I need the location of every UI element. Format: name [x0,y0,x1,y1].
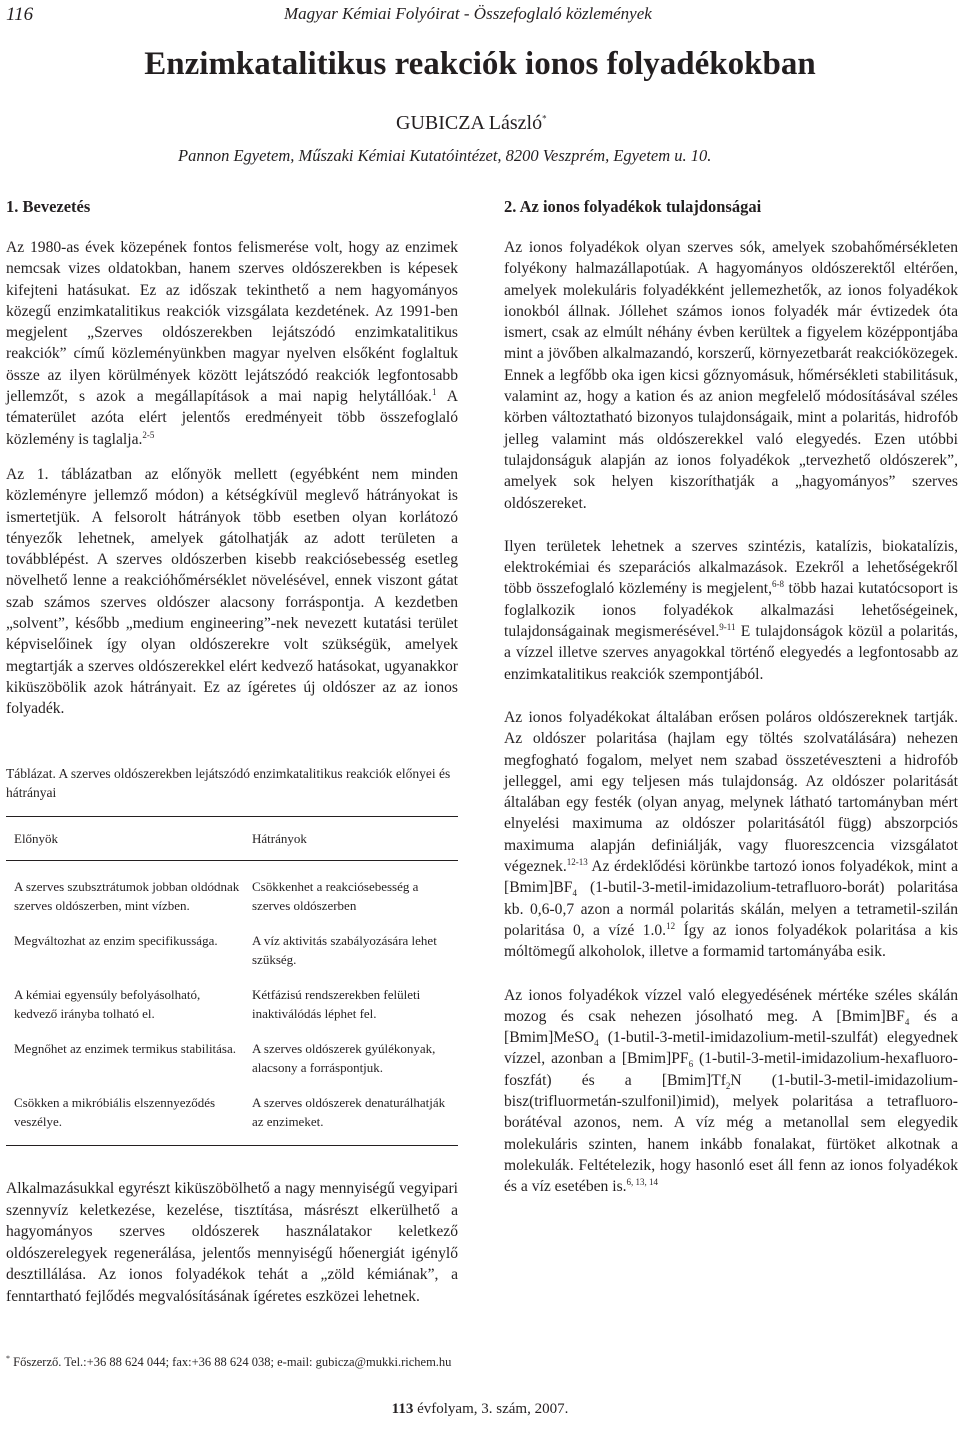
reference: 9-11 [719,621,736,632]
intro-paragraph-2: Az 1. táblázatban az előnyök mellett (egyébként nem minden közleményre jellemző módon) a kétségkívül meglevő hátrányokat is ismertetjük. A felsorolt hátrányok több esetben olyan korlátozó tényezők lehetnek, amelyek gátolhatják az adott területen a továbblépést. A szerves oldószerben kisebb reakciósebesség esetleg növelhető lenne a reakcióhőmérséklet növelésével, ennek viszont gátat szab számos szerves oldószer alacsony forráspontja. A kezdetben „solvent”, később „medium engineering”-nek nevezett kutatási terület képviselőinek így olyan oldószerekre volt szükségük, amelyek megtartják a szerves oldószerekkel elért kedvező hatásokat, ugyanakkor kiküszöbölik azok hátrányait. Ez az ígéretes új oldószer az az ionos folyadék. [6,465,458,718]
table-row [6,1023,458,1077]
left-column [6,237,458,734]
section-title-intro: 1. Bevezetés [6,197,91,216]
reference: 2-5 [142,429,155,440]
table-cell: A víz aktivitás szabályozására lehet szükség. [252,933,437,967]
author [396,112,547,135]
table-row [6,1077,458,1146]
table-caption: Táblázat. A szerves oldószerekben lejátszódó enzimkatalitikus reakciók előnyei és hátrányai [6,766,451,800]
footnote-mark: * [6,1354,10,1363]
footnote: * Főszerző. Tel.:+36 88 624 044; fax:+36 88 624 038; e-mail: gubicza@mukki.richem.hu [6,1354,452,1370]
ionic-paragraph-2: Ilyen területek lehetnek a szerves szintézis, katalízis, biokatalízis, elektrokémiai és szeparációs alkalmazások. Ezekről a lehetőségekről több összefoglaló közlemény is megjelent,$^{6-8}$ több hazai kutatócsoport is foglalkozik ionos folyadékok alkalmazási lehetőségeinek, tulajdonságainak megismerésével.$^{9-11}$ E tulajdonságok közül a polaritás, a vízzel illetve szerves anyagokkal történő elegyedés a legfontosabb az enzimkatalitikus reakciók szempontjából. [504,537,958,683]
page-footer: 113 évfolyam, 3. szám, 2007. [391,1401,569,1417]
table-cell: Megváltozhat az enzim specifikussága. [14,933,218,948]
table-row [6,915,458,969]
table-header: Előnyök [6,817,244,861]
intro-paragraph-3: Alkalmazásukkal egyrészt kiküszöbölhető a nagy mennyiségű vegyipari szennyvíz keletkezése, kezelése, tisztítása, másrészt elkerülhető a hagyományos szerves oldószerek használatakor keletkező oldószerelegyek regenerálása, jelentős mennyiségű hőenergiát igénylő desztillálása. Az ionos folyadékok tehát a „zöld kémiának”, a fenntartható fejlődés megvalósításának ígéretes eszközei lehetnek. [6,1180,458,1305]
reference: 12-13 [566,856,588,867]
reference: 12 [666,920,676,931]
table-cell: A szerves szubsztrátumok jobban oldódnak szerves oldószerben, mint vízben. [14,879,240,913]
table-cell: Csökkenhet a reakciósebesség a szerves oldószerben [252,879,419,913]
journal-name: Magyar Kémiai Folyóirat - Összefoglaló közlemények [284,4,652,23]
reference: 6-8 [771,579,784,590]
author-mark: * [542,113,547,124]
ionic-paragraph-4: Az ionos folyadékok vízzel való elegyedésének mértéke széles skálán mozog és csak nehezen jósolható meg. A $[Bmim]BF_4$ és a [Bmim]MeSO$_4$ (1-butil-3-metil-imidazolium-metil-szulfát) elegyednek vízzel, azonban a $[Bmim]PF_6$ (1-butil-3-metil-imidazolium-hexafluoro-foszfát) és a $[Bmim]Tf_2N$ (1-butil-3-metil-imidazolium-bisz(trifluormetán-szulfonil)imid), melyek polaritása a tetrafluoro-borátéval azonos, nem. A víz még a metanollal sem elegyedik molekuláris szinten, hanem inkább fonalakat, fürtöket alkotnak a molekulák. Feltételezik, hogy hasonló eset áll fenn az ionos folyadékok és a víz esetében is.$^{6, 13, 14}$ [504,986,958,1196]
author-name: GUBICZA László [396,112,543,134]
table-row [6,861,458,916]
article-title: Enzimkatalitikus reakciók ionos folyadékokban [144,46,816,82]
advantages-table [6,816,458,1146]
page-number: 116 [6,4,34,25]
volume-number: 113 [391,1401,414,1417]
reference: 6, 13, 14 [626,1176,659,1187]
table-cell: A szerves oldószerek denaturálhatják az enzimeket. [244,1077,458,1146]
right-column [504,237,958,1211]
section-title-ionic: 2. Az ionos folyadékok tulajdonságai [504,197,762,216]
table-cell: Megnőhet az enzimek termikus stabilitása. [14,1041,237,1056]
reference: 1 [431,386,437,397]
table-header-row [6,817,458,861]
ionic-paragraph-1: Az ionos folyadékok olyan szerves sók, amelyek szobahőmérsékleten folyékony halmazállapotúak. A hagyományos oldószerektől eltérően, amelyek molekuláris folyadékként jellemezhetők, az ionos folyadékok ionokból állnak. Jóllehet számos ionos folyadék már évtizedek óta ismert, csak az elmúlt néhány évben kerültek a figyelem középpontjába mint a jövőben alkalmazandó, korszerű, környezetbarát reakcióközegek. Ennek a legfőbb oka igen kicsi gőznyomásuk, hőmérsékleti stabilitásuk, valamint az, hogy a kation és az anion megfelelő módosításával széles körben változtatható bizonyos tulajdonságaik, mint a polaritás, hidrofób jelleg valamint más oldószerekkel való elegyedés. Ezen utóbbi tulajdonságuk alapján az ionos folyadékok „tervezhető oldószerek”, amelyek sok helyen kiszoríthatják a „hagyományos” szerves oldószereket. [504,239,958,512]
intro-paragraph-1: Az 1980-as évek közepének fontos felismerése volt, hogy az enzimek nemcsak vizes oldatokban, hanem szerves oldószerekben is képesek kifejteni hatásukat. Ez az időszak tekinthető a nem hagyományos közegű enzimkatalitikus reakciók vizsgálata kezdetének. Az 1991-ben megjelent „Szerves oldószerekben lejátszódó enzimkatalitikus reakciók” című közleményünkben magyar nyelven elsőként foglaltuk össze az ilyen körülmények között lejátszódó reakciók legfontosabb jellemzőt, s azok a megállapítások a mai napig helytállóak.$^1$ A tématerület azóta elért jelentős eredményeit több összefoglaló közlemény is taglalja.$^{2-5}$ [6,239,458,448]
table-cell: A szerves oldószerek gyúlékonyak, alacsony a forráspontjuk. [252,1041,436,1075]
table-cell: Kétfázisú rendszerekben felületi inaktiválódás léphet fel. [252,987,421,1021]
ionic-paragraph-3: Az ionos folyadékokat általában erősen poláros oldószereknek tartják. Az oldószer polaritása (hajlam egy töltés szolvatálására) nehezen megfogható fogalom, melyet nem szabad összetéveszteni a hidrofób jelleggel, ami egy teljesen más tulajdonság. Az oldószer polaritását általában egy festék (olyan anyag, melynek látható tartományban mért elnyelési maximuma az oldószer polaritásától függ) abszorpciós maximuma alapján definiálják, vagy fluoreszcencia vizsgálatot végeznek.$^{12-13}$ Az érdeklődési körünkbe tartozó ionos folyadékok, mint a $[Bmim]BF_4$ (1-butil-3-metil-imidazolium-tetrafluoro-borát) polaritása kb. 0,6-0,7 azon a normál polaritás skálán, melyen a tetrametil-szilán polaritása 0, a vízé 1.0.12 Így az ionos folyadékok polaritása a kis móltömegű alkoholok, illetve a formamid tartományába esik. [504,708,958,961]
table-caption-label: Táblázat. [6,766,56,781]
table-row [6,969,458,1023]
table-header: Hátrányok [244,817,458,861]
affiliation: Pannon Egyetem, Műszaki Kémiai Kutatóintézet, 8200 Veszprém, Egyetem u. 10. [178,146,712,165]
table-cell: Csökken a mikróbiális elszennyeződés veszélye. [6,1077,244,1146]
table-cell: A kémiai egyensúly befolyásolható, kedvező irányba tolható el. [14,987,201,1021]
